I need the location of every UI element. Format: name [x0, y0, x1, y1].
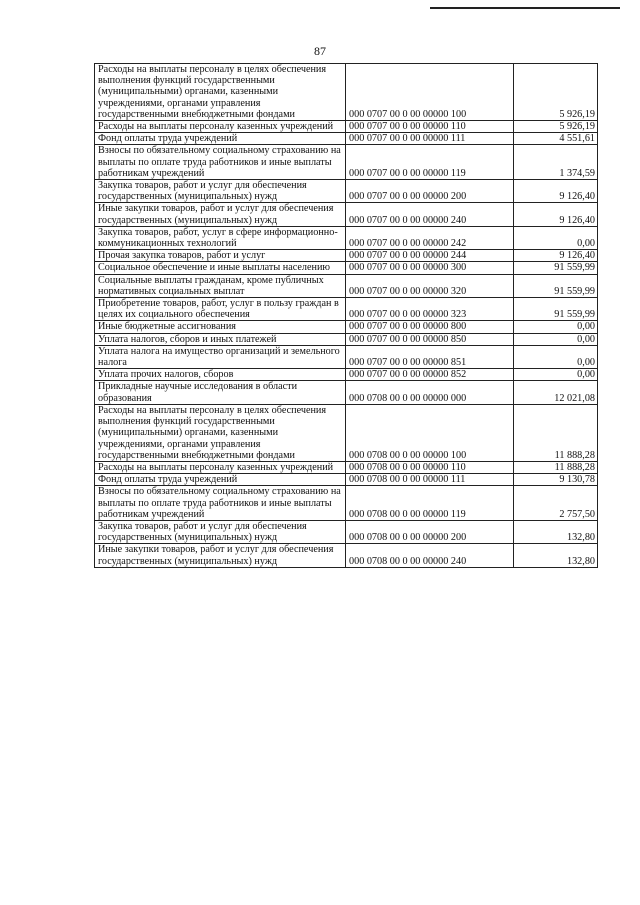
table-row	[95, 461, 598, 473]
page-number: 87	[314, 44, 326, 58]
row-amount-cell: 0,00	[514, 345, 598, 368]
row-name-cell: Взносы по обязательному социальному страхованию на выплаты по оплате труда работников и иные выплаты работникам учреждений	[95, 486, 346, 521]
row-code-cell: 000 0707 00 0 00 00000 110	[346, 121, 514, 133]
row-code-cell: 000 0708 00 0 00 00000 240	[346, 544, 514, 567]
row-name-cell: Иные бюджетные ассигнования	[95, 321, 346, 333]
row-code-cell: 000 0707 00 0 00 00000 111	[346, 133, 514, 145]
budget-table	[94, 63, 598, 568]
table-row	[95, 298, 598, 321]
table-row	[95, 121, 598, 133]
row-amount-cell: 1 374,59	[514, 145, 598, 180]
row-amount-cell: 91 559,99	[514, 274, 598, 297]
row-amount-cell: 5 926,19	[514, 121, 598, 133]
row-amount-cell: 91 559,99	[514, 262, 598, 274]
row-name-cell: Уплата налога на имущество организаций и земельного налога	[95, 345, 346, 368]
row-code-cell: 000 0707 00 0 00 00000 800	[346, 321, 514, 333]
table-row	[95, 369, 598, 381]
table-row	[95, 203, 598, 226]
row-code-cell: 000 0707 00 0 00 00000 320	[346, 274, 514, 297]
row-code-cell: 000 0707 00 0 00 00000 850	[346, 333, 514, 345]
table-row	[95, 133, 598, 145]
row-name-cell: Закупка товаров, работ и услуг для обеспечения государственных (муниципальных) нужд	[95, 520, 346, 543]
row-amount-cell: 0,00	[514, 369, 598, 381]
table-row	[95, 333, 598, 345]
row-code-cell: 000 0707 00 0 00 00000 240	[346, 203, 514, 226]
table-row	[95, 381, 598, 404]
row-name-cell: Расходы на выплаты персоналу казенных учреждений	[95, 461, 346, 473]
row-code-cell: 000 0707 00 0 00 00000 244	[346, 250, 514, 262]
row-amount-cell: 91 559,99	[514, 298, 598, 321]
row-name-cell: Иные закупки товаров, работ и услуг для обеспечения государственных (муниципальных) нужд	[95, 203, 346, 226]
row-amount-cell: 9 126,40	[514, 203, 598, 226]
row-amount-cell: 9 126,40	[514, 250, 598, 262]
table-row	[95, 544, 598, 567]
table-row	[95, 404, 598, 461]
row-name-cell: Расходы на выплаты персоналу казенных учреждений	[95, 121, 346, 133]
row-amount-cell: 11 888,28	[514, 461, 598, 473]
row-code-cell: 000 0708 00 0 00 00000 100	[346, 404, 514, 461]
row-code-cell: 000 0707 00 0 00 00000 300	[346, 262, 514, 274]
row-code-cell: 000 0708 00 0 00 00000 200	[346, 520, 514, 543]
row-code-cell: 000 0707 00 0 00 00000 242	[346, 226, 514, 249]
table-row	[95, 345, 598, 368]
row-code-cell: 000 0707 00 0 00 00000 852	[346, 369, 514, 381]
row-name-cell: Иные закупки товаров, работ и услуг для обеспечения государственных (муниципальных) нужд	[95, 544, 346, 567]
row-amount-cell: 2 757,50	[514, 486, 598, 521]
header-rule	[430, 7, 620, 9]
row-name-cell: Фонд оплаты труда учреждений	[95, 474, 346, 486]
row-amount-cell: 5 926,19	[514, 64, 598, 121]
table-row	[95, 250, 598, 262]
row-code-cell: 000 0708 00 0 00 00000 000	[346, 381, 514, 404]
row-code-cell: 000 0708 00 0 00 00000 119	[346, 486, 514, 521]
row-name-cell: Приобретение товаров, работ, услуг в пользу граждан в целях их социального обеспечения	[95, 298, 346, 321]
row-name-cell: Расходы на выплаты персоналу в целях обеспечения выполнения функций государственными (муниципальными) органами, казенными учреждениями, органами управления государственными внебюджетными фондами	[95, 404, 346, 461]
table-row	[95, 486, 598, 521]
row-amount-cell: 11 888,28	[514, 404, 598, 461]
table-row	[95, 474, 598, 486]
row-name-cell: Взносы по обязательному социальному страхованию на выплаты по оплате труда работников и иные выплаты работникам учреждений	[95, 145, 346, 180]
row-code-cell: 000 0707 00 0 00 00000 119	[346, 145, 514, 180]
row-name-cell: Уплата налогов, сборов и иных платежей	[95, 333, 346, 345]
row-amount-cell: 132,80	[514, 544, 598, 567]
row-code-cell: 000 0708 00 0 00 00000 110	[346, 461, 514, 473]
row-name-cell: Расходы на выплаты персоналу в целях обеспечения выполнения функций государственными (муниципальными) органами, казенными учреждениями, органами управления государственными внебюджетными фондами	[95, 64, 346, 121]
row-name-cell: Фонд оплаты труда учреждений	[95, 133, 346, 145]
row-name-cell: Закупка товаров, работ, услуг в сфере информационно-коммуникационных технологий	[95, 226, 346, 249]
row-amount-cell: 132,80	[514, 520, 598, 543]
row-name-cell: Социальное обеспечение и иные выплаты населению	[95, 262, 346, 274]
table-row	[95, 321, 598, 333]
row-code-cell: 000 0707 00 0 00 00000 200	[346, 180, 514, 203]
row-code-cell: 000 0707 00 0 00 00000 323	[346, 298, 514, 321]
table-row	[95, 226, 598, 249]
table-row	[95, 145, 598, 180]
row-code-cell: 000 0707 00 0 00 00000 851	[346, 345, 514, 368]
table-row	[95, 520, 598, 543]
row-amount-cell: 9 126,40	[514, 180, 598, 203]
row-name-cell: Прочая закупка товаров, работ и услуг	[95, 250, 346, 262]
row-code-cell: 000 0707 00 0 00 00000 100	[346, 64, 514, 121]
row-amount-cell: 4 551,61	[514, 133, 598, 145]
budget-table-body	[95, 64, 598, 568]
row-name-cell: Прикладные научные исследования в области образования	[95, 381, 346, 404]
row-amount-cell: 12 021,08	[514, 381, 598, 404]
row-amount-cell: 0,00	[514, 333, 598, 345]
table-row	[95, 180, 598, 203]
table-row	[95, 64, 598, 121]
row-amount-cell: 0,00	[514, 226, 598, 249]
table-row	[95, 274, 598, 297]
row-amount-cell: 9 130,78	[514, 474, 598, 486]
row-name-cell: Социальные выплаты гражданам, кроме публичных нормативных социальных выплат	[95, 274, 346, 297]
row-amount-cell: 0,00	[514, 321, 598, 333]
row-name-cell: Закупка товаров, работ и услуг для обеспечения государственных (муниципальных) нужд	[95, 180, 346, 203]
table-row	[95, 262, 598, 274]
row-name-cell: Уплата прочих налогов, сборов	[95, 369, 346, 381]
row-code-cell: 000 0708 00 0 00 00000 111	[346, 474, 514, 486]
